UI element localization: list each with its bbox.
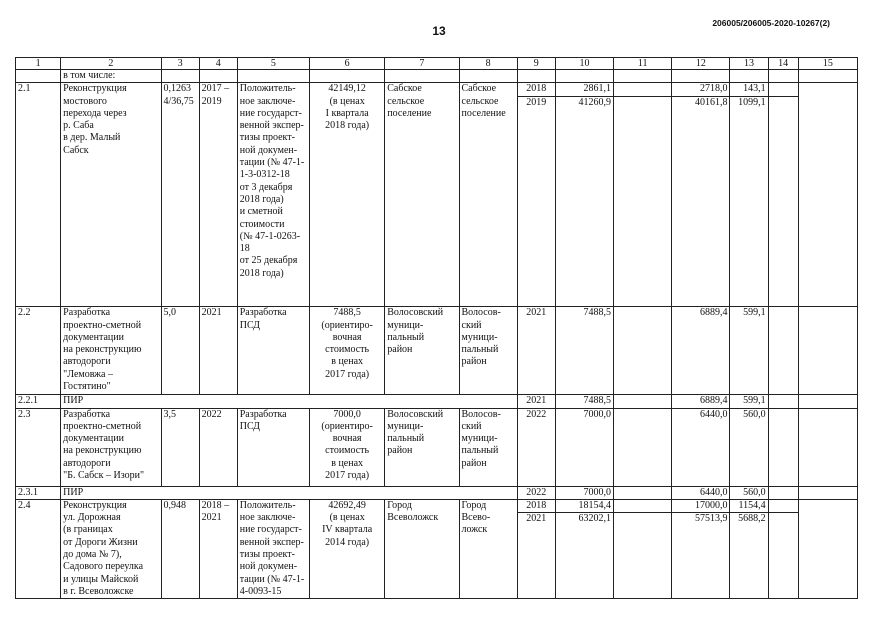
year-cell: 2022: [517, 408, 555, 486]
customer-cell: Город Всеволожск: [385, 499, 459, 598]
total-cell: 18154,4: [555, 499, 613, 513]
year-cell: 2021: [517, 395, 555, 408]
year-cell: 2021: [517, 513, 555, 599]
col-header: 6: [310, 58, 385, 70]
recipient-cell: Волосов- ский муници- пальный район: [459, 307, 517, 395]
local-cell: 1099,1: [730, 97, 768, 307]
recipient-cell: Волосов- ский муници- пальный район: [459, 408, 517, 486]
federal-cell: 6889,4: [672, 307, 730, 395]
federal-cell: 17000,0: [672, 499, 730, 513]
customer-cell: Сабское сельское поселение: [385, 83, 459, 307]
total-cell: 41260,9: [555, 97, 613, 307]
federal-cell: 2718,0: [672, 83, 730, 97]
total-cell: 7488,5: [555, 307, 613, 395]
object-name: Разработка проектно-сметной документации на реконструкцию автодороги "Б. Сабск – Изори": [61, 408, 161, 486]
col-header: 5: [237, 58, 309, 70]
total-cell: 7000,0: [555, 486, 613, 499]
federal-cell: 40161,8: [672, 97, 730, 307]
row-number: 2.3.1: [16, 486, 61, 499]
object-name: ПИР: [61, 486, 518, 499]
local-cell: 560,0: [730, 408, 768, 486]
total-cell: 63202,1: [555, 513, 613, 599]
header-row: [16, 58, 858, 70]
col-header: 11: [614, 58, 672, 70]
period-cell: 2018 – 2021: [199, 499, 237, 598]
table-row: [16, 83, 858, 97]
period-cell: 2022: [199, 408, 237, 486]
federal-cell: 6440,0: [672, 486, 730, 499]
year-cell: 2021: [517, 307, 555, 395]
expertise-cell: Положитель- ное заключе- ние государст- венной экспер- тизы проект- ной докумен- тации (№ 47-1- 1-3-0312-18 от 3 декабря 2018 года) и сметной стоимости (№ 47-1-0263- 18 от 25 декабря 2018 года): [237, 83, 309, 307]
federal-cell: 57513,9: [672, 513, 730, 599]
customer-cell: Волосовский муници- пальный район: [385, 408, 459, 486]
expertise-cell: Разработка ПСД: [237, 307, 309, 395]
program-table: [15, 57, 858, 599]
total-cell: 7000,0: [555, 408, 613, 486]
object-name: ПИР: [61, 395, 518, 408]
col-header: 7: [385, 58, 459, 70]
col-header: 15: [798, 58, 857, 70]
federal-cell: 6889,4: [672, 395, 730, 408]
cost-cell: 42692,49 (в ценах IV квартала 2014 года): [310, 499, 385, 598]
expertise-cell: Разработка ПСД: [237, 408, 309, 486]
cost-cell: 42149,12 (в ценах I квартала 2018 года): [310, 83, 385, 307]
table-row: [16, 307, 858, 395]
col-header: 10: [555, 58, 613, 70]
object-name: Разработка проектно-сметной документации на реконструкцию автодороги "Лемовжа – Гостятино": [61, 307, 161, 395]
cost-cell: 7000,0 (ориентиро- вочная стоимость в ценах 2017 года): [310, 408, 385, 486]
length-cell: 3,5: [161, 408, 199, 486]
period-cell: 2017 – 2019: [199, 83, 237, 307]
row-number: 2.3: [16, 408, 61, 486]
total-cell: 2861,1: [555, 83, 613, 97]
federal-cell: 6440,0: [672, 408, 730, 486]
col-header: 4: [199, 58, 237, 70]
row-number: 2.4: [16, 499, 61, 598]
col-header: 8: [459, 58, 517, 70]
customer-cell: Волосовский муници- пальный район: [385, 307, 459, 395]
col-header: 12: [672, 58, 730, 70]
period-cell: 2021: [199, 307, 237, 395]
table-row: [16, 408, 858, 486]
object-name: Реконструкция мостового перехода через р. Саба в дер. Малый Сабск: [61, 83, 161, 307]
table-row: [16, 395, 858, 408]
total-cell: 7488,5: [555, 395, 613, 408]
col-header: 3: [161, 58, 199, 70]
year-cell: 2022: [517, 486, 555, 499]
length-cell: 5,0: [161, 307, 199, 395]
local-cell: 560,0: [730, 486, 768, 499]
local-cell: 1154,4: [730, 499, 768, 513]
recipient-cell: Город Всево- ложск: [459, 499, 517, 598]
col-header: 1: [16, 58, 61, 70]
row-number: 2.2: [16, 307, 61, 395]
cost-cell: 7488,5 (ориентиро- вочная стоимость в ценах 2017 года): [310, 307, 385, 395]
year-cell: 2019: [517, 97, 555, 307]
local-cell: 599,1: [730, 395, 768, 408]
recipient-cell: Сабское сельское поселение: [459, 83, 517, 307]
table-row: [16, 70, 858, 83]
local-cell: 143,1: [730, 83, 768, 97]
col-header: 13: [730, 58, 768, 70]
expertise-cell: Положитель- ное заключе- ние государст- венной экспер- тизы проект- ной докумен- тации (№ 47-1- 4-0093-15: [237, 499, 309, 598]
table-row: [16, 486, 858, 499]
object-name: Реконструкция ул. Дорожная (в границах от Дороги Жизни до дома № 7), Садового переулка и улицы Майской в г. Всеволожске: [61, 499, 161, 598]
year-cell: 2018: [517, 83, 555, 97]
row-number: 2.2.1: [16, 395, 61, 408]
row-label: в том числе:: [61, 70, 161, 83]
length-cell: 0,948: [161, 499, 199, 598]
col-header: 2: [61, 58, 161, 70]
page-number: 13: [432, 24, 446, 38]
table-row: [16, 499, 858, 513]
col-header: 14: [768, 58, 798, 70]
year-cell: 2018: [517, 499, 555, 513]
local-cell: 599,1: [730, 307, 768, 395]
local-cell: 5688,2: [730, 513, 768, 599]
col-header: 9: [517, 58, 555, 70]
length-cell: 0,1263 4/36,75: [161, 83, 199, 307]
document-code: 206005/206005-2020-10267(2): [712, 18, 830, 28]
row-number: 2.1: [16, 83, 61, 307]
